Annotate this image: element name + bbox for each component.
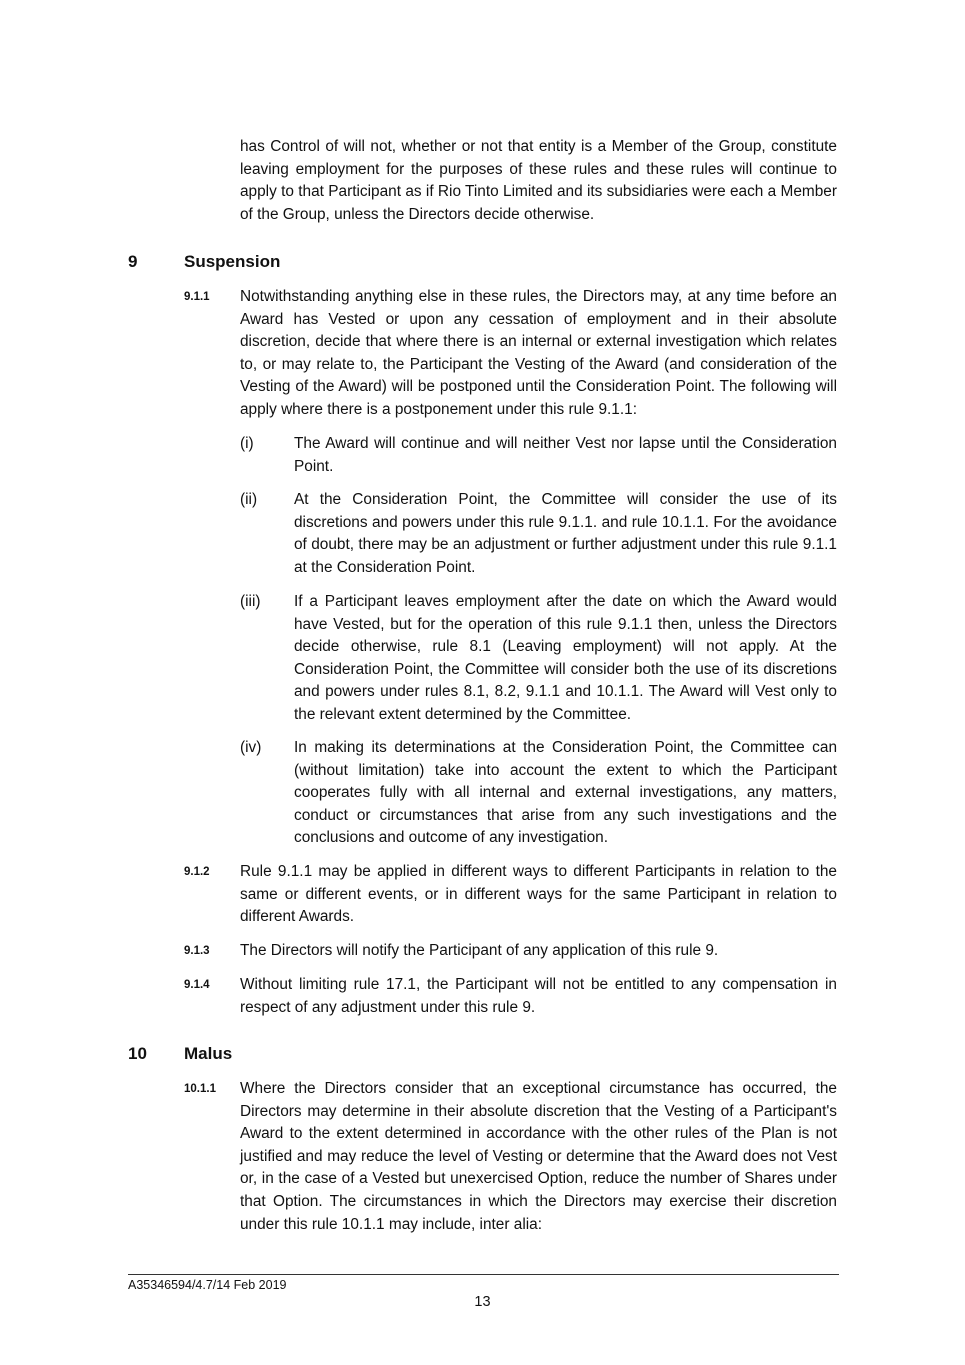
section-10-number: 10 [128,1044,147,1063]
rule-9-1-1-text: Notwithstanding anything else in these rules, the Directors may, at any time before an Award has Vested or upon any cessation of employment and in their absolute discretion, decide that where there is an internal or external investigation which relates to, or may relate to, the Participant the Vesting of the Award (and consideration of the Vesting of the Award) will be postponed until the Consideration Point. The following will apply where there is a postponement under this rule 9.1.1: [240,288,837,418]
rule-9-1-2-text: Rule 9.1.1 may be applied in different ways to different Participants in relation to the same or different events, or in different ways for the same Participant in relation to different Awards. [240,863,837,926]
footer-reference: A35346594/4.7/14 Feb 2019 [128,1278,287,1292]
section-10-title: Malus [184,1044,233,1063]
item-iii-label: (iii) [240,593,261,610]
rule-9-1-3-number: 9.1.3 [184,945,210,957]
section-9-title: Suspension [184,252,281,271]
rule-9-1-4-number: 9.1.4 [184,979,210,991]
footer-divider [128,1274,839,1275]
rule-9-1-1-number: 9.1.1 [184,291,210,303]
item-iii-text: If a Participant leaves employment after the date on which the Award would have Vested, but for the operation of this rule 9.1.1 then, unless the Directors decide otherwise, rule 8.1 (Leaving employment) will not apply. At the Consideration Point, the Committee will consider both the use of its discretions and powers under rules 8.1, 8.2, 9.1.1 and 10.1.1. The Award will Vest only to the relevant extent determined by the Committee. [294,593,837,723]
rule-9-1-2-number: 9.1.2 [184,866,210,878]
rule-9-1-3-text: The Directors will notify the Participant of any application of this rule 9. [240,942,719,959]
item-ii-label: (ii) [240,491,258,508]
intro-paragraph: has Control of will not, whether or not that entity is a Member of the Group, constitute leaving employment for the purposes of these rules and these rules will continue to apply to that Participant as if Rio Tinto Limited and its subsidiaries were each a Member of the Group, unless the Directors decide otherwise. [240,138,837,223]
item-i-label: (i) [240,435,254,452]
rule-10-1-1-number: 10.1.1 [184,1083,216,1095]
item-iv-text: In making its determinations at the Consideration Point, the Committee can (without limitation) take into account the extent to which the Participant cooperates fully with all internal and external investigations, any matters, conduct or circumstances that arise from any such investigations and the conclusions and outcome of any investigation. [294,739,837,847]
section-9-number: 9 [128,252,138,271]
item-i-text: The Award will continue and will neither Vest nor lapse until the Consideration Point. [294,435,837,475]
rule-9-1-4-text: Without limiting rule 17.1, the Participant will not be entitled to any compensation in respect of any adjustment under this rule 9. [240,976,837,1016]
page-number: 13 [474,1294,491,1310]
item-ii-text: At the Consideration Point, the Committee will consider the use of its discretions and powers under this rule 9.1.1. and rule 10.1.1. For the avoidance of doubt, there may be an adjustment or further adjustment under this rule 9.1.1 at the Consideration Point. [294,491,837,576]
item-iv-label: (iv) [240,739,262,756]
rule-10-1-1-text: Where the Directors consider that an exceptional circumstance has occurred, the Directors may determine in their absolute discretion that the Vesting of a Participant's Award to the extent determined in accordance with the other rules of the Plan is not justified and may reduce the level of Vesting or determine that the Award does not Vest or, in the case of a Vested but unexercised Option, reduce the number of Shares under that Option. The circumstances in which the Directors may exercise their discretion under this rule 10.1.1 may include, inter alia: [240,1080,837,1233]
